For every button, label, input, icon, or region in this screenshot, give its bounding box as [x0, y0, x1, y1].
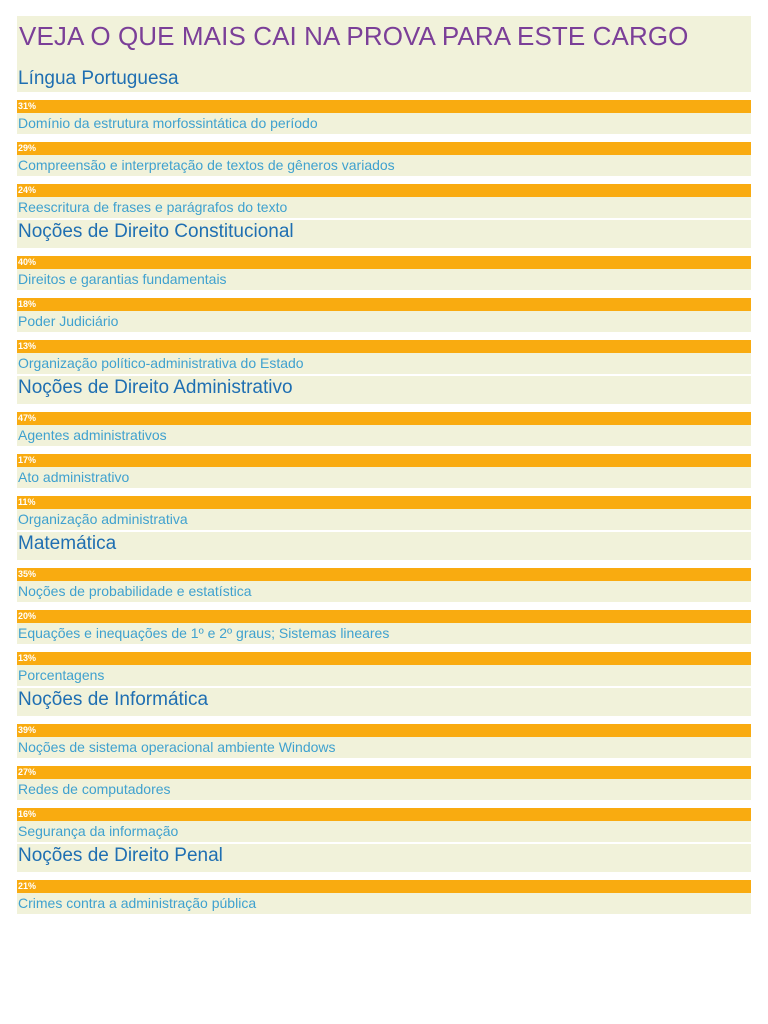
page-title: VEJA O QUE MAIS CAI NA PROVA PARA ESTE CARGO	[19, 21, 689, 51]
topic-item	[17, 184, 751, 218]
subject-title: Noções de Direito Penal	[18, 845, 223, 866]
subject-header	[17, 376, 751, 404]
percent-label: 20%	[18, 611, 37, 621]
topic-label: Agentes administrativos	[17, 425, 751, 446]
topic-item	[17, 256, 751, 290]
topic-item	[17, 880, 751, 914]
subject-header	[17, 532, 751, 560]
page-header	[17, 16, 751, 92]
percent-label: 35%	[18, 569, 37, 579]
percent-bar	[17, 298, 751, 311]
topic-label: Ato administrativo	[17, 467, 751, 488]
topic-label: Noções de probabilidade e estatística	[17, 581, 751, 602]
topic-label: Organização político-administrativa do Estado	[17, 353, 751, 374]
topic-label: Poder Judiciário	[17, 311, 751, 332]
topic-item	[17, 610, 751, 644]
percent-bar	[17, 142, 751, 155]
subject-title: Matemática	[18, 533, 117, 554]
topic-item	[17, 724, 751, 758]
percent-bar	[17, 568, 751, 581]
percent-bar	[17, 100, 751, 113]
percent-label: 11%	[18, 497, 36, 507]
percent-bar	[17, 766, 751, 779]
topic-item	[17, 496, 751, 530]
percent-label: 16%	[18, 809, 37, 819]
percent-label: 17%	[18, 455, 37, 465]
percent-label: 21%	[18, 881, 37, 891]
percent-label: 31%	[18, 101, 37, 111]
percent-label: 27%	[18, 767, 37, 777]
percent-label: 13%	[18, 341, 37, 351]
subject-header	[17, 220, 751, 248]
topic-item	[17, 412, 751, 446]
topic-label: Redes de computadores	[17, 779, 751, 800]
percent-bar	[17, 412, 751, 425]
percent-bar	[17, 454, 751, 467]
percent-bar	[17, 184, 751, 197]
percent-bar	[17, 340, 751, 353]
topic-item	[17, 808, 751, 842]
topic-item	[17, 652, 751, 686]
percent-label: 13%	[18, 653, 37, 663]
subject-header	[17, 688, 751, 716]
percent-label: 18%	[18, 299, 37, 309]
topic-item	[17, 142, 751, 176]
subject-header	[17, 844, 751, 872]
percent-label: 40%	[18, 257, 37, 267]
subject-title: Noções de Direito Constitucional	[18, 221, 294, 242]
percent-bar	[17, 652, 751, 665]
subject-title: Língua Portuguesa	[18, 68, 179, 89]
percent-bar	[17, 496, 751, 509]
percent-bar	[17, 724, 751, 737]
topic-item	[17, 340, 751, 374]
subject-title: Noções de Direito Administrativo	[18, 377, 293, 398]
topic-item	[17, 298, 751, 332]
topic-label: Noções de sistema operacional ambiente Windows	[17, 737, 751, 758]
percent-bar	[17, 256, 751, 269]
topic-label: Compreensão e interpretação de textos de gêneros variados	[17, 155, 751, 176]
percent-label: 24%	[18, 185, 37, 195]
percent-label: 29%	[18, 143, 37, 153]
subject-title: Noções de Informática	[18, 689, 209, 710]
topic-label: Crimes contra a administração pública	[17, 893, 751, 914]
topic-label: Equações e inequações de 1º e 2º graus; Sistemas lineares	[17, 623, 751, 644]
topic-label: Segurança da informação	[17, 821, 751, 842]
topic-item	[17, 568, 751, 602]
topic-item	[17, 454, 751, 488]
topic-label: Organização administrativa	[17, 509, 751, 530]
topic-item	[17, 100, 751, 134]
percent-label: 39%	[18, 725, 37, 735]
topic-label: Porcentagens	[17, 665, 751, 686]
percent-bar	[17, 880, 751, 893]
topic-label: Reescritura de frases e parágrafos do texto	[17, 197, 751, 218]
percent-label: 47%	[18, 413, 37, 423]
topic-item	[17, 766, 751, 800]
percent-bar	[17, 610, 751, 623]
topic-label: Direitos e garantias fundamentais	[17, 269, 751, 290]
topic-label: Domínio da estrutura morfossintática do período	[17, 113, 751, 134]
exam-topics-panel	[17, 16, 751, 914]
percent-bar	[17, 808, 751, 821]
